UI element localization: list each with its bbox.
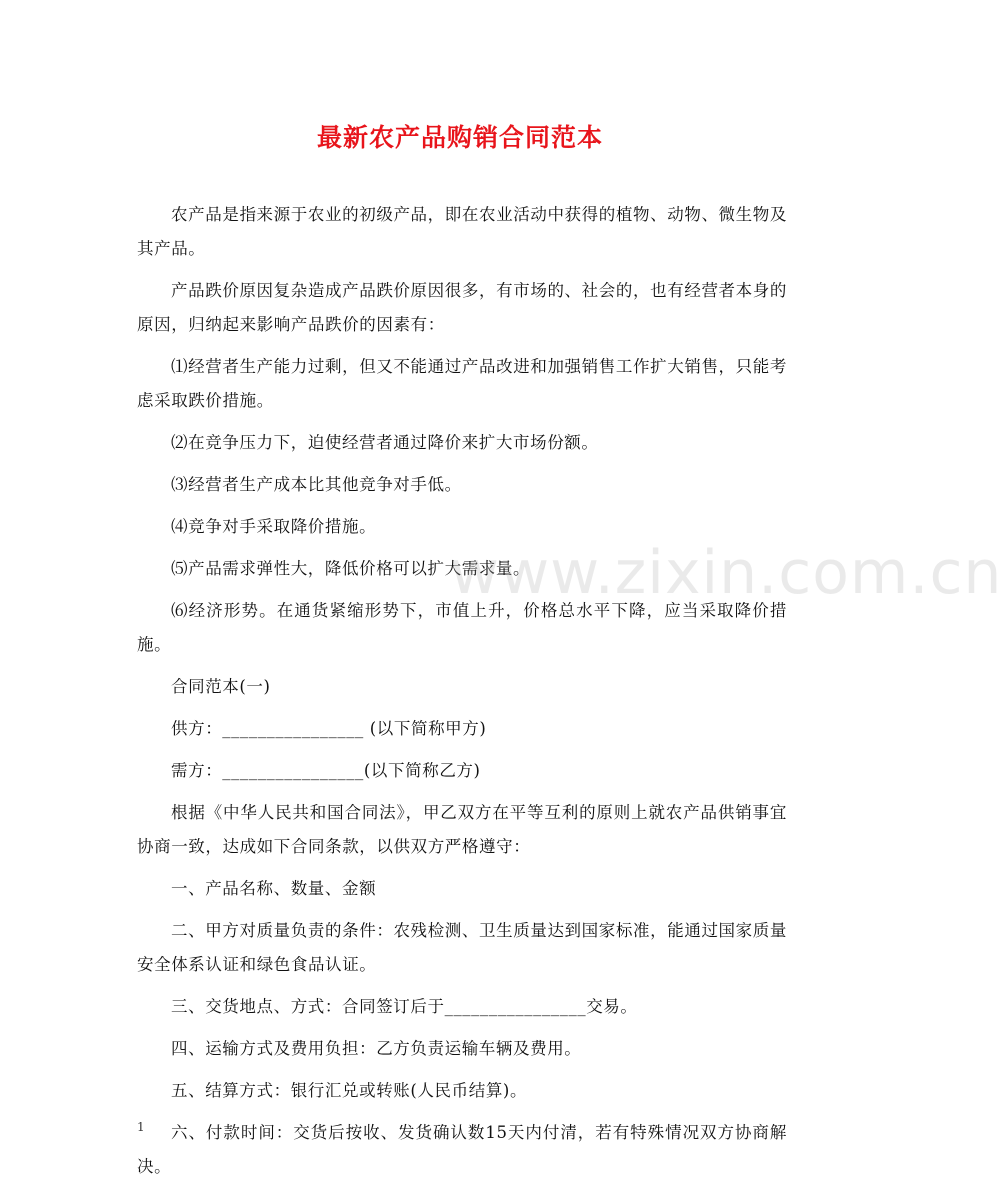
paragraph-reason-6: ⑹经济形势。在通货紧缩形势下，市值上升，价格总水平下降，应当采取降价措施。	[137, 601, 787, 654]
clause-3: 三、交货地点、方式：合同签订后于________________交易。	[171, 997, 638, 1016]
paragraph-supplier: 供方：________________ (以下简称甲方)	[171, 719, 487, 738]
clause-6: 六、付款时间：交货后按收、发货确认数15天内付清，若有特殊情况双方协商解决。	[137, 1123, 787, 1176]
paragraph-preamble: 根据《中华人民共和国合同法》，甲乙双方在平等互利的原则上就农产品供销事宜协商一致，达成如下合同条款，以供双方严格遵守：	[137, 803, 787, 856]
paragraph-contract-heading: 合同范本(一)	[171, 677, 271, 696]
paragraph-reason-2: ⑵在竞争压力下，迫使经营者通过降价来扩大市场份额。	[171, 433, 599, 452]
clause-5: 五、结算方式：银行汇兑或转账(人民币结算)。	[171, 1081, 528, 1100]
clause-4: 四、运输方式及费用负担：乙方负责运输车辆及费用。	[171, 1039, 582, 1058]
paragraph-reason-4: ⑷竞争对手采取降价措施。	[171, 517, 377, 536]
clause-2: 二、甲方对质量负责的条件：农残检测、卫生质量达到国家标准，能通过国家质量安全体系认证和绿色食品认证。	[137, 921, 787, 974]
paragraph-buyer: 需方：________________(以下简称乙方)	[171, 761, 481, 780]
document-body	[137, 198, 787, 1184]
clause-1: 一、产品名称、数量、金额	[171, 879, 377, 898]
paragraph-reason-3: ⑶经营者生产成本比其他竞争对手低。	[171, 475, 462, 494]
document-title: 最新农产品购销合同范本	[316, 123, 603, 152]
paragraph-reason-5: ⑸产品需求弹性大，降低价格可以扩大需求量。	[171, 559, 531, 578]
page-number: 1	[137, 1120, 145, 1134]
paragraph-intro: 农产品是指来源于农业的初级产品，即在农业活动中获得的植物、动物、微生物及其产品。	[137, 205, 787, 258]
paragraph-reason-1: ⑴经营者生产能力过剩，但又不能通过产品改进和加强销售工作扩大销售，只能考虑采取跌价措施。	[137, 357, 787, 410]
paragraph-price-drop-reasons: 产品跌价原因复杂造成产品跌价原因很多，有市场的、社会的，也有经营者本身的原因，归纳起来影响产品跌价的因素有：	[137, 281, 787, 334]
watermark: www.zixin.com.cn	[450, 538, 1002, 608]
